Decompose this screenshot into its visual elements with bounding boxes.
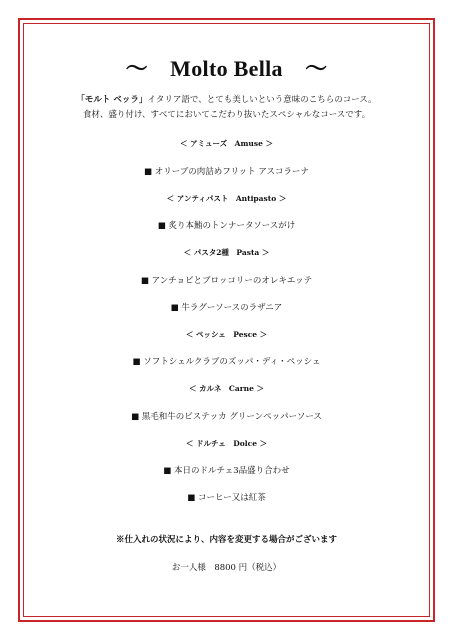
- menu-item-antipasto-1: ■ 炙り本鮪のトンナータソースがけ: [157, 221, 296, 231]
- intro-line-2: 食材、盛り付け、すべてにおいてこだわり抜いたスペシャルなコースです。: [82, 110, 371, 120]
- intro-line-1: [30, 93, 423, 108]
- menu-page: [30, 30, 423, 610]
- price: お一人様 8800 円（税込）: [171, 563, 282, 573]
- section-pesce: ＜ ペッシェ Pesce ＞: [185, 330, 268, 339]
- intro-course-name: 「モルト ベッラ」: [76, 95, 148, 105]
- intro-text: [30, 93, 423, 123]
- menu-item-dolce-1: ■ 本日のドルチェ3品盛り合わせ: [163, 466, 290, 476]
- menu-item-pasta-2: ■ 牛ラグーソースのラザニア: [170, 303, 283, 313]
- menu-item-dolce-2: ■ コーヒー又は紅茶: [187, 493, 266, 503]
- menu-item-amuse-1: ■ オリーブの肉詰めフリット アスコラーナ: [144, 167, 309, 177]
- intro-line-1-text: イタリア語で、とても美しいという意味のこちらのコース。: [147, 95, 377, 105]
- section-amuse: ＜ アミューズ Amuse ＞: [180, 139, 273, 148]
- section-antipasto: ＜ アンティパスト Antipasto ＞: [166, 194, 287, 203]
- menu-item-pasta-1: ■ アンチョビとブロッコリーのオレキエッテ: [140, 276, 313, 286]
- section-pasta: ＜ パスタ2種 Pasta ＞: [183, 248, 270, 257]
- page-title: ～ Molto Bella ～: [125, 56, 328, 81]
- menu-item-carne-1: ■ 黒毛和牛のビステッカ グリーンペッパーソース: [131, 412, 322, 422]
- section-carne: ＜ カルネ Carne ＞: [188, 384, 264, 393]
- menu-item-pesce-1: ■ ソフトシェルクラブのズッパ・ディ・ペッシェ: [132, 357, 321, 367]
- supply-note: ※仕入れの状況により、内容を変更する場合がございます: [115, 535, 337, 545]
- section-dolce: ＜ ドルチェ Dolce ＞: [185, 439, 268, 448]
